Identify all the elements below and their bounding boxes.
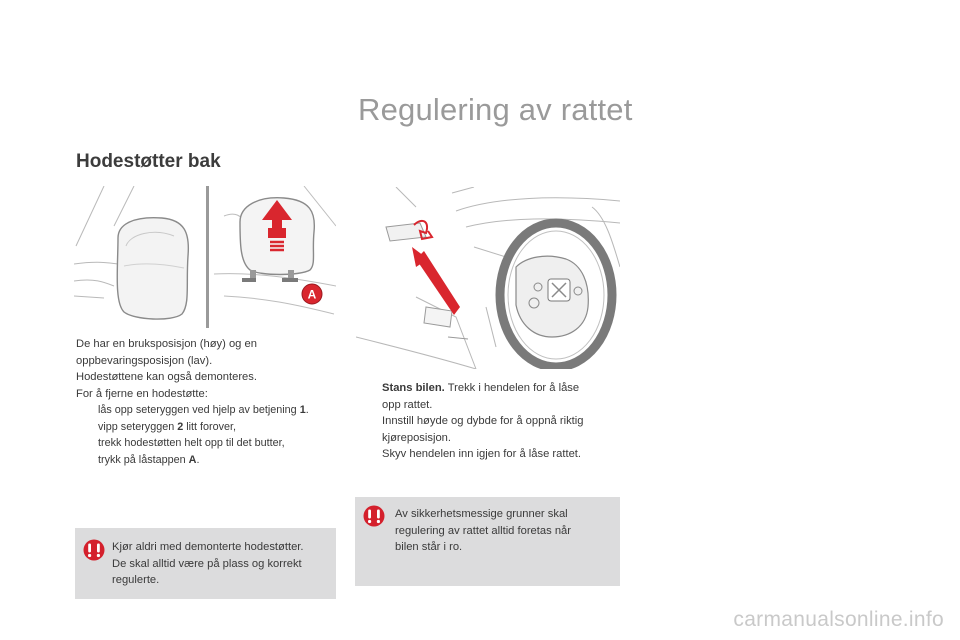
steering-steps [362, 380, 620, 463]
headrest-instructions [76, 336, 346, 468]
steering-wheel-illustration [356, 187, 620, 369]
warning-icon [83, 539, 105, 561]
steering-wheel [500, 223, 612, 367]
warning-text: Kjør aldri med demonterte hodestøtter. De skal alltid være på plass og korrekt regulerte. [112, 541, 304, 586]
list-item: trykk på låstappen A. [98, 453, 200, 466]
warning-text: Av sikkerhetsmessige grunner skal regulering av rattet alltid foretas når bilen står i ro. [395, 508, 571, 553]
headrest-left [117, 218, 188, 319]
headrest-illustration [74, 186, 336, 328]
list-item: Innstill høyde og dybde for å oppnå riktig kjøreposisjon. [382, 415, 584, 444]
intro-line: Hodestøttene kan også demonteres. [76, 371, 257, 383]
warning-box-steering [355, 497, 620, 586]
warning-box-headrests [75, 528, 336, 599]
intro-line: oppbevaringsposisjon (lav). [76, 354, 213, 367]
label-a-icon [302, 284, 322, 304]
list-item: trekk hodestøtten helt opp til det butter, [98, 437, 285, 449]
section-title-headrests: Hodestøtter bak [76, 151, 221, 172]
list-item: Skyv hendelen inn igjen for å låse rattet. [382, 448, 582, 460]
warning-icon [363, 505, 385, 527]
list-item: lås opp seteryggen ved hjelp av betjening 1. [98, 404, 309, 416]
list-item: vipp seteryggen 2 litt forover, [98, 420, 237, 433]
intro-line: For å fjerne en hodestøtte: [76, 387, 208, 400]
svg-text:A: A [307, 287, 317, 302]
page-title: Regulering av rattet [358, 92, 633, 127]
divider [206, 186, 209, 328]
list-item: Stans bilen. Trekk i hendelen for å låse opp rattet. [382, 382, 580, 411]
headrest-steps [76, 402, 346, 468]
intro-line: De har en bruksposisjon (høy) og en [76, 338, 257, 350]
steering-instructions [362, 380, 620, 463]
watermark: carmanualsonline.info [733, 608, 944, 631]
